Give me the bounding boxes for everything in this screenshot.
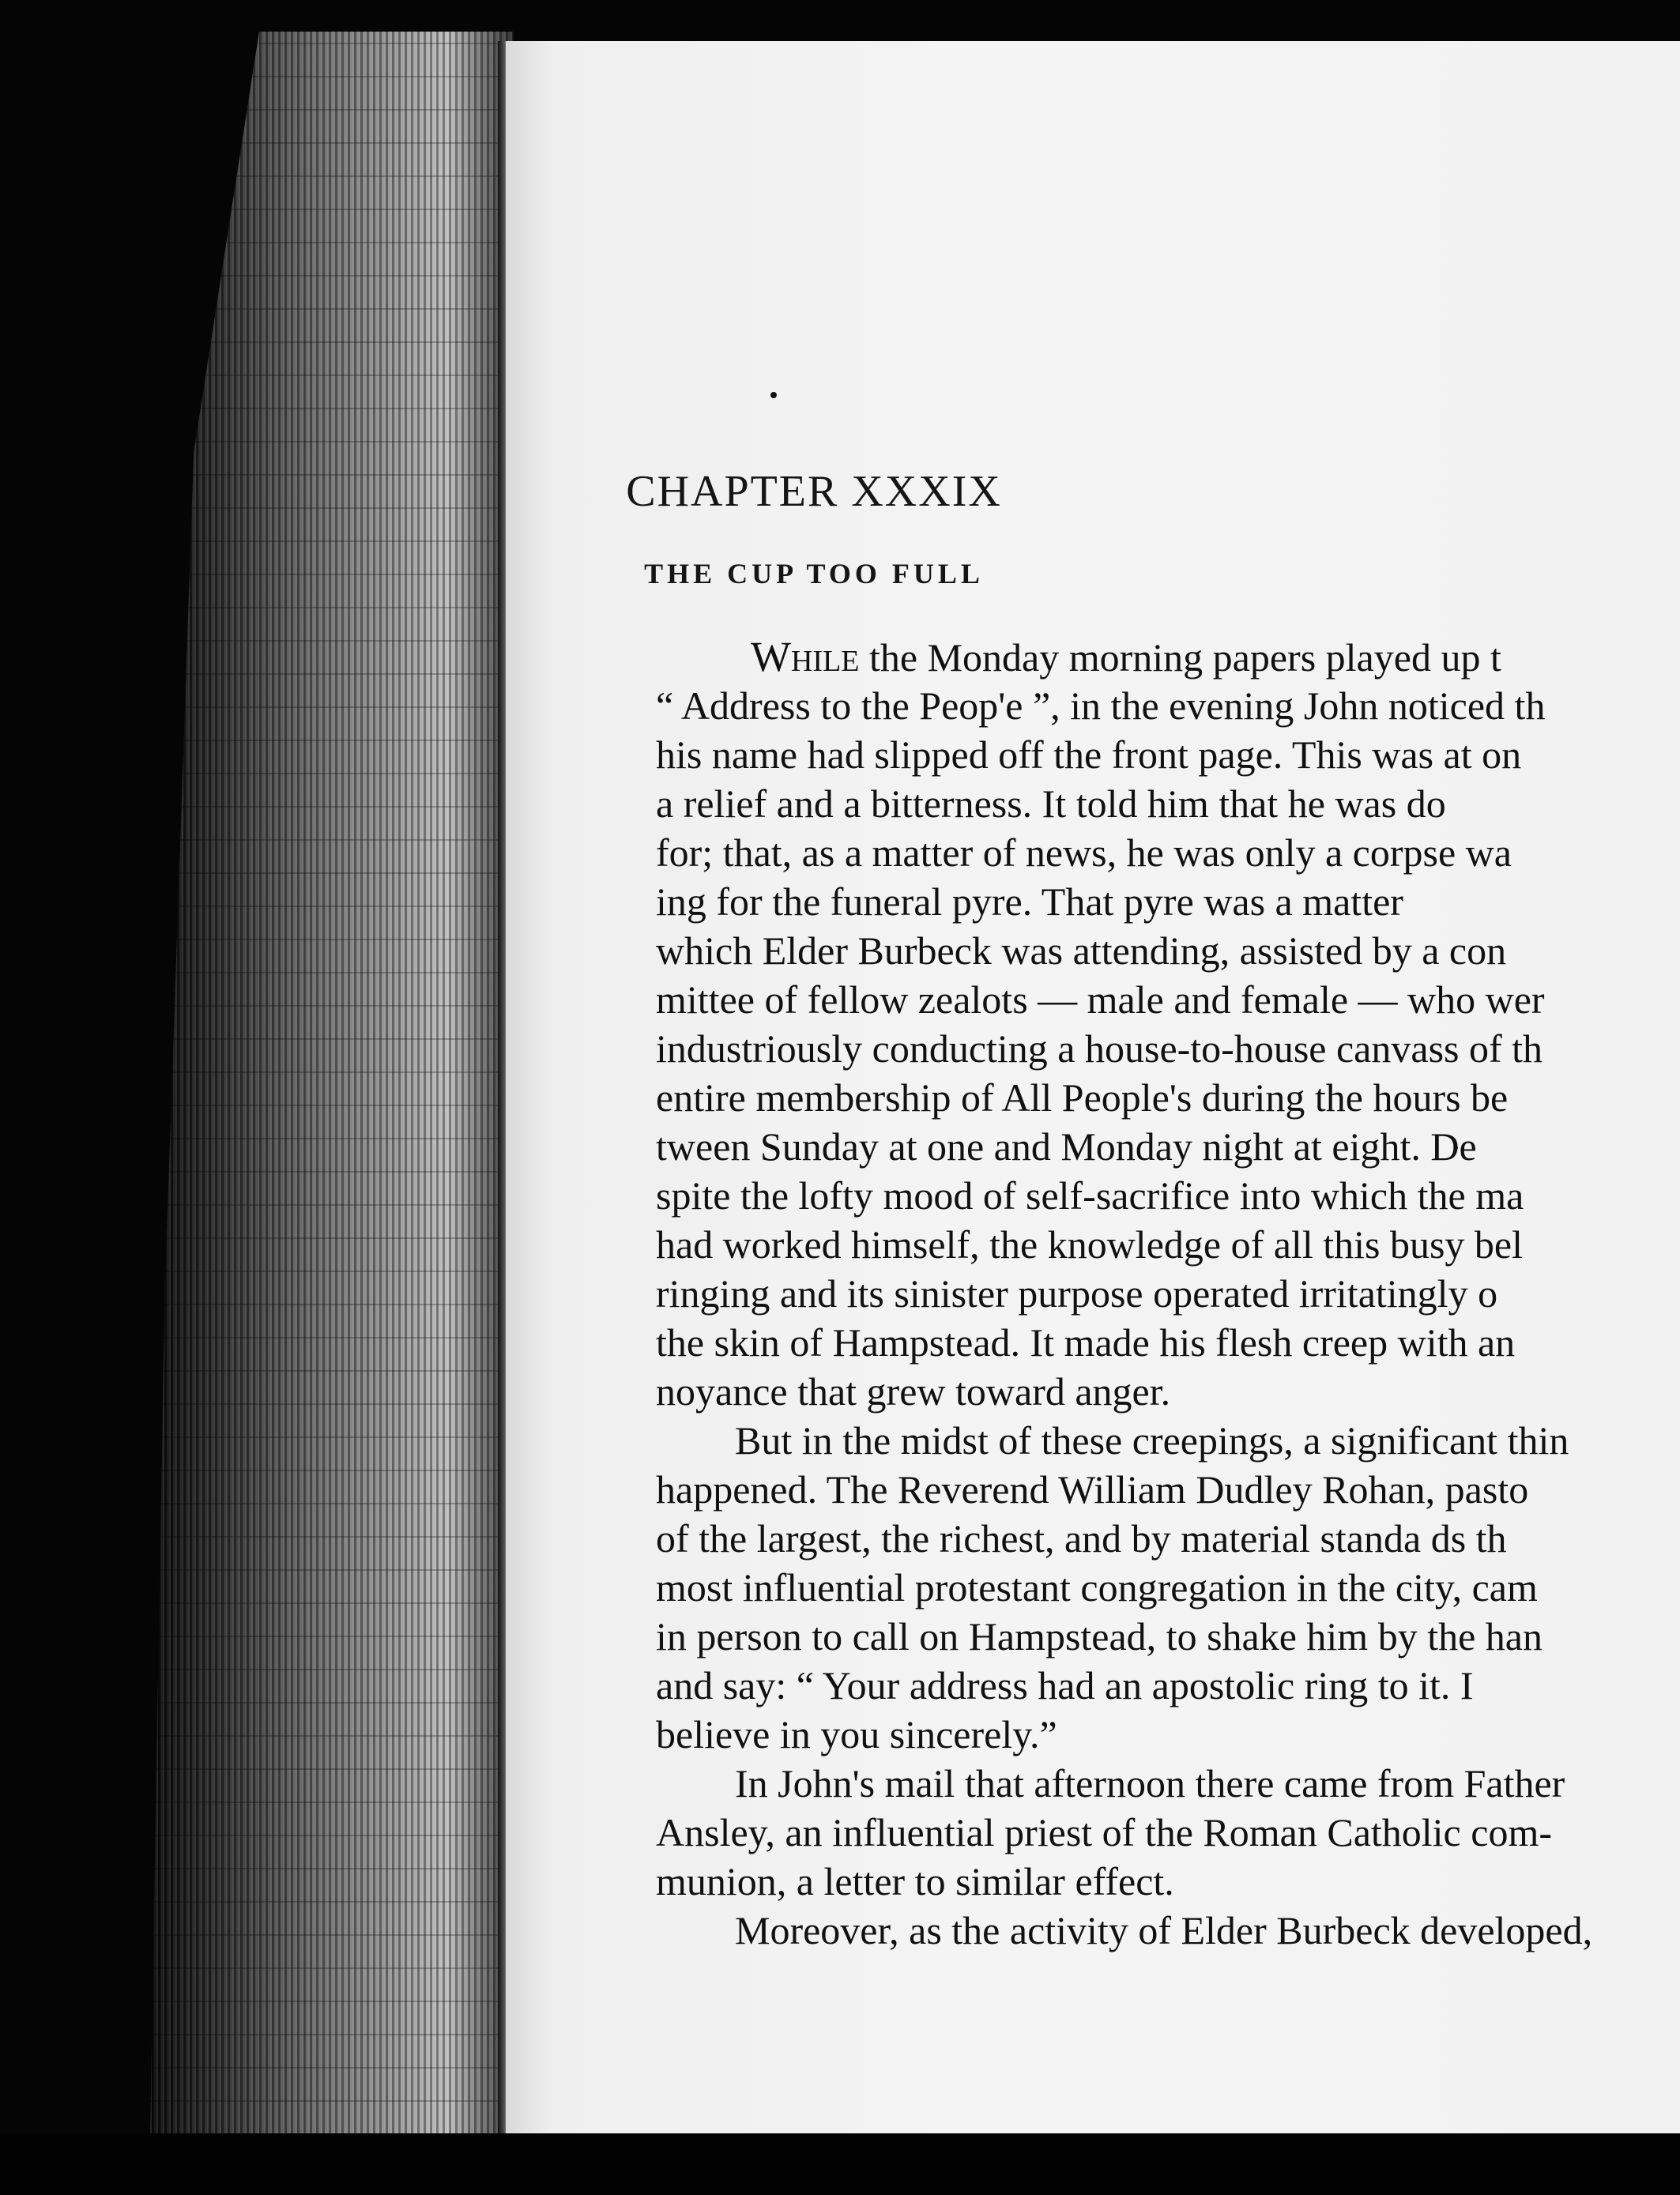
text-line: and say: “ Your address had an apostolic ring to it. I bbox=[656, 1663, 1474, 1707]
scan-bottom-edge bbox=[0, 2133, 1680, 2195]
text-line: ing for the funeral pyre. That pyre was a matter bbox=[656, 879, 1403, 924]
text-line: noyance that grew toward anger. bbox=[656, 1369, 1171, 1414]
text-line: in person to call on Hampstead, to shake him by the han bbox=[656, 1614, 1543, 1658]
text-line: most influential protestant congregation in the city, cam bbox=[656, 1565, 1538, 1610]
text-line: the skin of Hampstead. It made his flesh creep with an bbox=[656, 1320, 1516, 1365]
text-line: believe in you sincerely.” bbox=[656, 1712, 1057, 1756]
text-line: for; that, as a matter of news, he was only a corpse wa bbox=[656, 830, 1512, 875]
chapter-body bbox=[656, 632, 1680, 1955]
text-line: happened. The Reverend William Dudley Rohan, pasto bbox=[656, 1467, 1529, 1512]
text-line: munion, a letter to similar effect. bbox=[656, 1859, 1174, 1903]
text-line: Ansley, an influential priest of the Roman Catholic com- bbox=[656, 1810, 1552, 1854]
dropword: While bbox=[751, 633, 860, 680]
chapter-title: CHAPTER XXXIX bbox=[626, 467, 1002, 516]
text-line: While the Monday morning papers played up t bbox=[751, 633, 1501, 680]
text-line: his name had slipped off the front page. This was at on bbox=[656, 732, 1522, 777]
text-line: spite the lofty mood of self-sacrifice into which the ma bbox=[656, 1173, 1524, 1218]
text-line: “ Address to the Peop'e ”, in the evening John noticed th bbox=[656, 683, 1546, 728]
text-line: of the largest, the richest, and by material standa ds th bbox=[656, 1516, 1507, 1561]
text-line: tween Sunday at one and Monday night at eight. De bbox=[656, 1124, 1477, 1169]
text-line: In John's mail that afternoon there came from Father bbox=[735, 1761, 1565, 1805]
text-line: entire membership of All People's during the hours be bbox=[656, 1075, 1509, 1120]
ink-speck bbox=[770, 392, 777, 398]
text-line: Moreover, as the activity of Elder Burbeck developed, bbox=[735, 1908, 1593, 1952]
text-line: industriously conducting a house-to-house canvass of th bbox=[656, 1026, 1543, 1071]
text-line: mittee of fellow zealots — male and female — who wer bbox=[656, 977, 1545, 1022]
text-line: which Elder Burbeck was attending, assisted by a con bbox=[656, 928, 1507, 973]
text-line: a relief and a bitterness. It told him that he was do bbox=[656, 781, 1446, 826]
text-line: ringing and its sinister purpose operated irritatingly o bbox=[656, 1271, 1498, 1316]
text-line: had worked himself, the knowledge of all this busy bel bbox=[656, 1222, 1523, 1267]
text-line: But in the midst of these creepings, a significant thin bbox=[735, 1418, 1569, 1463]
chapter-subtitle: THE CUP TOO FULL bbox=[644, 558, 984, 589]
